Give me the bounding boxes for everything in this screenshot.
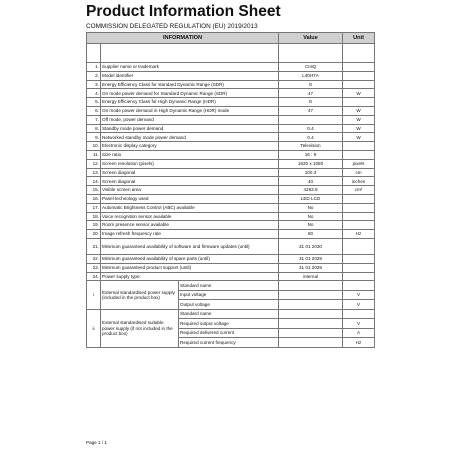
power-supply-row xyxy=(87,281,375,291)
table-row xyxy=(87,124,375,133)
row-label: Networked standby mode power demand xyxy=(101,133,279,142)
table-row xyxy=(87,115,375,124)
table-row xyxy=(87,168,375,177)
row-label: Visible screen area xyxy=(101,186,279,195)
table-row xyxy=(87,89,375,98)
product-information-table xyxy=(86,32,375,348)
table-row xyxy=(87,80,375,89)
row-label: Screen diagonal xyxy=(101,177,279,186)
row-value: LED LCD xyxy=(279,194,343,203)
power-supply-index: ii xyxy=(87,309,101,347)
row-number: 17. xyxy=(87,203,101,212)
row-unit: W xyxy=(343,89,375,98)
row-number: 22. xyxy=(87,254,101,263)
power-supply-field-unit: V xyxy=(343,300,375,310)
table-row xyxy=(87,194,375,203)
power-supply-label: External standardised suitable power supply (if not included in the product box) xyxy=(101,309,179,347)
row-unit xyxy=(343,71,375,80)
row-label: Energy Efficiency Class for standard Dynamic Range (SDR) xyxy=(101,80,279,89)
row-number: 2. xyxy=(87,71,101,80)
row-value: 0.4 xyxy=(279,124,343,133)
row-label: Voice recognition sensor available xyxy=(101,212,279,221)
row-value: 60 xyxy=(279,230,343,239)
row-label: Standby mode power demand xyxy=(101,124,279,133)
power-supply-field-label: Input voltage xyxy=(179,290,279,300)
power-supply-field-unit xyxy=(343,281,375,291)
row-unit xyxy=(343,194,375,203)
row-value: 47 xyxy=(279,89,343,98)
row-label: Image refresh frequency rate xyxy=(101,230,279,239)
row-unit xyxy=(343,150,375,159)
row-number: 20. xyxy=(87,230,101,239)
power-supply-field-value xyxy=(279,309,343,319)
row-number: 8. xyxy=(87,124,101,133)
power-supply-index: i xyxy=(87,281,101,310)
row-unit xyxy=(343,80,375,89)
row-number: 15. xyxy=(87,186,101,195)
row-label: Off mode, power demand xyxy=(101,115,279,124)
power-supply-field-value xyxy=(279,319,343,329)
row-value: No xyxy=(279,221,343,230)
table-row xyxy=(87,150,375,159)
row-label: Electronic display category xyxy=(101,142,279,151)
row-number: 5. xyxy=(87,98,101,107)
row-unit: W xyxy=(343,124,375,133)
power-supply-field-label: Standard name xyxy=(179,309,279,319)
table-row xyxy=(87,263,375,272)
row-unit: W xyxy=(343,115,375,124)
row-value: G xyxy=(279,98,343,107)
row-number: 16. xyxy=(87,194,101,203)
row-label: Size ratio xyxy=(101,150,279,159)
row-unit: W xyxy=(343,133,375,142)
table-row xyxy=(87,177,375,186)
table-row xyxy=(87,212,375,221)
row-unit: pixels xyxy=(343,159,375,168)
row-number: 19. xyxy=(87,221,101,230)
row-value: 16 : 9 xyxy=(279,150,343,159)
row-unit xyxy=(343,212,375,221)
row-value: No xyxy=(279,212,343,221)
row-number: 7. xyxy=(87,115,101,124)
power-supply-field-value xyxy=(279,328,343,338)
table-row xyxy=(87,106,375,115)
table-row xyxy=(87,98,375,107)
row-number: 6. xyxy=(87,106,101,115)
row-number: 21. xyxy=(87,238,101,254)
row-value: 47 xyxy=(279,106,343,115)
row-value: G xyxy=(279,80,343,89)
row-label: Supplier name or trademark xyxy=(101,63,279,72)
row-value: internal xyxy=(279,272,343,281)
row-number: 10. xyxy=(87,142,101,151)
row-number: 4. xyxy=(87,89,101,98)
row-number: 9. xyxy=(87,133,101,142)
spacer-row xyxy=(87,44,375,63)
row-number: 13. xyxy=(87,168,101,177)
header-row xyxy=(87,33,375,44)
table-row xyxy=(87,272,375,281)
row-label: Minimum guaranteed availability of software and firmware updates (until) xyxy=(101,238,279,254)
power-supply-field-value xyxy=(279,300,343,310)
power-supply-field-unit: Hz xyxy=(343,338,375,348)
row-label: Minimum guaranteed availability of spare parts (until) xyxy=(101,254,279,263)
row-label: Panel technology used xyxy=(101,194,279,203)
row-value: 1920 x 1080 xyxy=(279,159,343,168)
row-number: 3. xyxy=(87,80,101,89)
row-value: 31 01 2029 xyxy=(279,254,343,263)
row-label: Screen resolution (pixels) xyxy=(101,159,279,168)
row-unit xyxy=(343,254,375,263)
power-supply-field-label: Output voltage xyxy=(179,300,279,310)
row-value: 4263.9 xyxy=(279,186,343,195)
row-label: Automatic Brightness Control (ABC) available xyxy=(101,203,279,212)
table-row xyxy=(87,221,375,230)
row-unit xyxy=(343,238,375,254)
table-row xyxy=(87,159,375,168)
row-unit xyxy=(343,142,375,151)
row-number: 24. xyxy=(87,272,101,281)
row-label: Power supply type: xyxy=(101,272,279,281)
row-number: 12. xyxy=(87,159,101,168)
information-header: INFORMATION xyxy=(87,33,279,44)
table-row xyxy=(87,71,375,80)
power-supply-field-unit: A xyxy=(343,328,375,338)
row-value: 100.3 xyxy=(279,168,343,177)
row-number: 23. xyxy=(87,263,101,272)
row-unit: Hz xyxy=(343,230,375,239)
regulation-subtitle: COMMISSION DELEGATED REGULATION (EU) 2019/2013 xyxy=(86,23,258,30)
row-value: No xyxy=(279,203,343,212)
row-value: L40H7A xyxy=(279,71,343,80)
row-label: Energy Efficiency Class for High Dynamic Range (HDR) xyxy=(101,98,279,107)
power-supply-label: External standardised power supply (included in the product box) xyxy=(101,281,179,310)
row-value: 31 01 2029 xyxy=(279,263,343,272)
row-value: 31 01 2030 xyxy=(279,238,343,254)
power-supply-field-label: Required current frequency xyxy=(179,338,279,348)
table-row xyxy=(87,254,375,263)
row-label: On mode power demand for Standard Dynamic Range (SDR) xyxy=(101,89,279,98)
row-unit xyxy=(343,203,375,212)
row-value: 40 xyxy=(279,177,343,186)
row-value: Television xyxy=(279,142,343,151)
row-number: 18. xyxy=(87,212,101,221)
row-unit: cm xyxy=(343,168,375,177)
value-header: Value xyxy=(279,33,343,44)
table-row xyxy=(87,230,375,239)
table-row xyxy=(87,238,375,254)
page-title: Product Information Sheet xyxy=(86,3,281,20)
power-supply-field-label: Required delivered current xyxy=(179,328,279,338)
row-unit: inches xyxy=(343,177,375,186)
power-supply-field-value xyxy=(279,338,343,348)
row-label: Screen diagonal xyxy=(101,168,279,177)
power-supply-field-unit xyxy=(343,309,375,319)
table-row xyxy=(87,63,375,72)
row-label: Model identifier xyxy=(101,71,279,80)
row-label: Room presence sensor available xyxy=(101,221,279,230)
row-unit: W xyxy=(343,106,375,115)
table-row xyxy=(87,142,375,151)
row-number: 1. xyxy=(87,63,101,72)
row-label: Minimum guaranteed product support (until) xyxy=(101,263,279,272)
power-supply-field-unit: V xyxy=(343,290,375,300)
row-unit xyxy=(343,263,375,272)
table-row xyxy=(87,133,375,142)
row-label: On mode power demand in High Dynamic Range (HDR) mode xyxy=(101,106,279,115)
table-row xyxy=(87,186,375,195)
power-supply-field-unit: V xyxy=(343,319,375,329)
row-value xyxy=(279,115,343,124)
row-value: CHiQ xyxy=(279,63,343,72)
power-supply-row xyxy=(87,309,375,319)
row-number: 14. xyxy=(87,177,101,186)
power-supply-field-value xyxy=(279,290,343,300)
power-supply-field-label: Standard name xyxy=(179,281,279,291)
row-unit xyxy=(343,221,375,230)
row-unit: cm² xyxy=(343,186,375,195)
row-unit xyxy=(343,98,375,107)
power-supply-field-label: Required output voltage xyxy=(179,319,279,329)
row-number: 11. xyxy=(87,150,101,159)
table-row xyxy=(87,203,375,212)
power-supply-field-value xyxy=(279,281,343,291)
row-value: 0.4 xyxy=(279,133,343,142)
row-unit xyxy=(343,63,375,72)
row-unit xyxy=(343,272,375,281)
unit-header: Unit xyxy=(343,33,375,44)
page-number: Page 1 / 1 xyxy=(86,440,107,445)
